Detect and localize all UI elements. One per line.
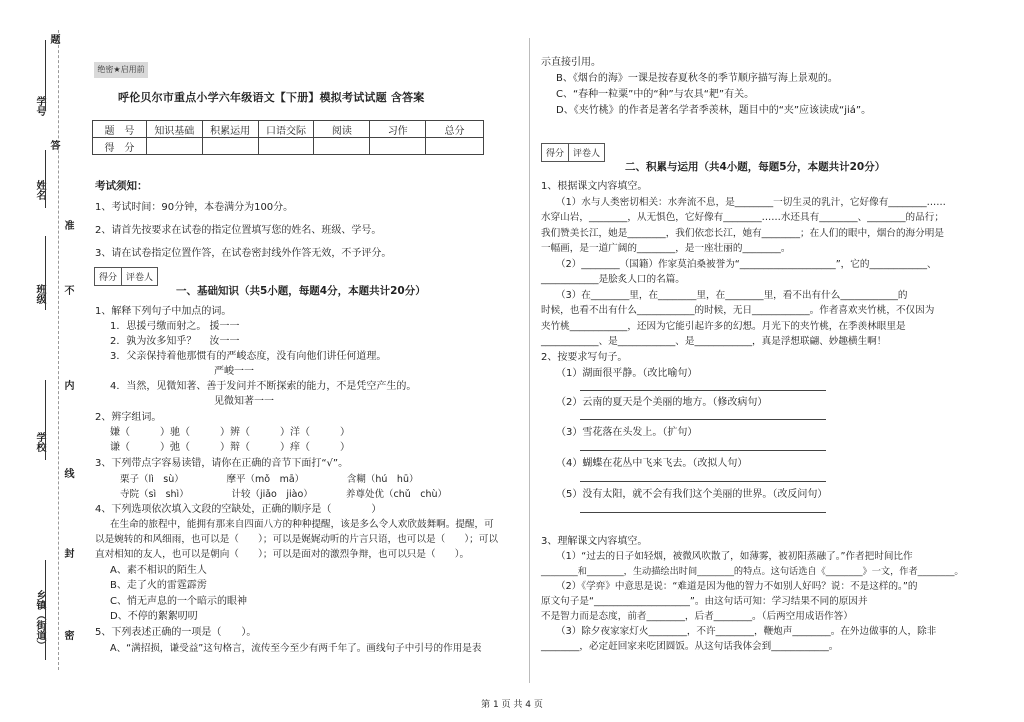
notice-item: 2、请首先按要求在试卷的指定位置填写您的姓名、班级、学号。 xyxy=(95,225,382,236)
table-cell[interactable] xyxy=(314,138,370,155)
table-cell[interactable] xyxy=(202,138,258,155)
question-line: ________和________，生动描绘出时间________的特点。这句话选自《________》一文，作者________。 xyxy=(541,566,964,577)
answer-line[interactable] xyxy=(580,419,826,420)
table-cell[interactable] xyxy=(258,138,314,155)
section2-heading: 二、积累与运用（共4小题，每题5分，本题共计20分） xyxy=(625,161,886,173)
question-line: （1）水与人类密切相关：水奔流不息，是________一切生灵的乳汁，它好像有________…… xyxy=(556,197,946,208)
binding-label: 准 xyxy=(62,220,73,230)
question-line: 3、下列带点字容易读错，请你在正确的音节下面打“√”。 xyxy=(95,458,349,469)
binding-label: 姓名 xyxy=(34,180,45,200)
notice-heading: 考试须知： xyxy=(95,180,148,192)
answer-line[interactable] xyxy=(580,450,826,451)
answer-line[interactable] xyxy=(580,390,826,391)
question-line: 谦（ ）弛（ ）辩（ ）痒（ ） xyxy=(110,442,350,453)
question-line: （2）《学弈》中意思是说：“难道是因为他的智力不如别人好吗？说：不是这样的。”的 xyxy=(556,581,918,592)
page-footer: 第 1 页 共 4 页 xyxy=(481,700,543,710)
question-line: 1、解释下列句子中加点的词。 xyxy=(95,306,232,317)
question-line: 4、下列选项依次填入文段的空缺处，正确的顺序是（ ） xyxy=(95,504,382,515)
question-line: 5、下列表述正确的一项是（ ）。 xyxy=(95,627,257,638)
fill-line xyxy=(45,560,46,660)
table-cell: 得 分 xyxy=(93,138,147,155)
question-line: 严峻一一 xyxy=(214,366,254,377)
question-line: 寺院（sì shì） 计较（jiǎo jiào） 养尊处优（chǔ chù） xyxy=(120,489,448,500)
table-cell: 口语交际 xyxy=(258,121,314,138)
table-row xyxy=(93,138,484,155)
binding-label: 答 xyxy=(48,140,59,150)
question-line: 2、按要求写句子。 xyxy=(541,352,628,363)
question-line: 4．当然，见微知著、善于发问并不断探索的能力，不是凭空产生的。 xyxy=(110,381,417,392)
notice-item: 3、请在试卷指定位置作答，在试卷密封线外作答无效，不予评分。 xyxy=(95,248,392,259)
question-line: 我们赞美长江，她是________，我们依恋长江，她有________；在人们的眼中，烟台的海分明是 xyxy=(541,228,944,239)
fill-line xyxy=(45,236,46,310)
grader-name-label: 评卷人 xyxy=(573,149,601,159)
question-line: 水穿山岩，________，从无惧色，它好像有________……水还具有________、________的品行； xyxy=(541,212,944,223)
question-line: 在生命的旅程中，能拥有那来自四面八方的种种提醒，该是多么令人欢欣鼓舞啊。提醒，可 xyxy=(110,519,494,530)
answer-line[interactable] xyxy=(580,512,826,513)
binding-label: 不 xyxy=(62,285,73,295)
table-row xyxy=(93,121,484,138)
question-line: 不是智力而是态度，前者________，后者________。（后两空用成语作答） xyxy=(541,611,853,622)
table-cell: 题 号 xyxy=(93,121,147,138)
question-line: （2）________（国籍）作家莫泊桑被誉为“____________________”，它的____________、 xyxy=(556,259,937,270)
question-line: （3）除夕夜家家灯火________，不许________，鞭炮声________。在外边做事的人，除非 xyxy=(556,626,937,637)
grader-box xyxy=(94,267,158,286)
table-cell: 习作 xyxy=(370,121,426,138)
question-line: ________，必定赶回家来吃团圆饭。从这句话我体会到____________。 xyxy=(541,641,839,652)
question-line: 示直接引用。 xyxy=(541,57,601,68)
score-table xyxy=(92,120,484,155)
option-line: A、素不相识的陌生人 xyxy=(110,565,207,576)
option-line: B、《烟台的海》一课是按春夏秋冬的季节顺序描写海上景观的。 xyxy=(556,73,838,84)
binding-label: 班级 xyxy=(34,284,45,304)
table-cell: 阅读 xyxy=(314,121,370,138)
question-line: 时候，也看不出有什么____________的时候，无日____________。作者喜欢夹竹桃，不仅因为 xyxy=(541,305,935,316)
fill-line xyxy=(45,150,46,208)
question-line: 原文句子是“____________________”。由这句话可知：学习结果不同的原因并 xyxy=(541,596,868,607)
table-cell: 知识基础 xyxy=(146,121,202,138)
question-line: 1、根据课文内容填空。 xyxy=(541,181,648,192)
question-line: （4）蝴蝶在花丛中飞来飞去。（改拟人句） xyxy=(556,458,748,469)
question-line: 夹竹桃____________，还因为它能引起许多的幻想。月光下的夹竹桃，在季羡林眼里是 xyxy=(541,321,906,332)
option-line: B、走了火的雷霆霹雳 xyxy=(110,580,207,591)
secret-badge: 绝密★启用前 xyxy=(94,62,148,78)
grader-score-label: 得分 xyxy=(542,144,569,161)
question-line: 见微知著一一 xyxy=(214,396,274,407)
question-line: 一幅画，是一道广阔的________，是一座壮丽的________。 xyxy=(541,243,791,254)
question-line: 栗子（lì sù） 摩平（mǒ mā） 含糊（hú hū） xyxy=(120,474,419,485)
option-line: A、“满招损，谦受益”这句格言，流传至今至少有两千年了。画线句子中引号的作用是表 xyxy=(110,643,482,654)
grader-name-label: 评卷人 xyxy=(126,273,154,283)
binding-label: 内 xyxy=(62,380,73,390)
seal-line xyxy=(58,30,59,670)
fill-line xyxy=(45,380,46,460)
binding-label: 乡镇（街道） xyxy=(34,590,45,650)
binding-label: 密 xyxy=(62,630,73,640)
column-divider xyxy=(529,38,530,683)
option-line: C、“春种一粒粟”中的“种”与农具“耙”有关。 xyxy=(556,89,755,100)
binding-label: 题 xyxy=(48,34,59,44)
question-line: （5）没有太阳，就不会有我们这个美丽的世界。（改反问句） xyxy=(556,489,828,500)
question-line: （2）云南的夏天是个美丽的地方。（修改病句） xyxy=(556,397,768,408)
option-line: D、《夹竹桃》的作者是著名学者季羡林，题目中的“夹”应该读成“jiá”。 xyxy=(556,105,872,116)
question-line: 2．孰为汝多知乎？ 汝一一 xyxy=(110,336,240,347)
binding-label: 学校 xyxy=(34,432,45,452)
question-line: 3．父亲保持着他那惯有的严峻态度，没有向他们讲任何道理。 xyxy=(110,351,387,362)
question-line: 2、辨字组词。 xyxy=(95,412,162,423)
question-line: 以是婉转的和风细雨，也可以是（ ）；可以是娓娓动听的片言只语，也可以是（ ）；可以 xyxy=(95,534,498,545)
question-line: （3）雪花落在头发上。（扩句） xyxy=(556,427,698,438)
option-line: D、不停的絮絮叨叨 xyxy=(110,611,198,622)
table-cell[interactable] xyxy=(370,138,426,155)
notice-item: 1、考试时间：90分钟，本卷满分为100分。 xyxy=(95,202,294,213)
question-line: 3、理解课文内容填空。 xyxy=(541,536,648,547)
grader-score-label: 得分 xyxy=(95,268,122,285)
table-cell[interactable] xyxy=(146,138,202,155)
option-line: C、悄无声息的一个暗示的眼神 xyxy=(110,596,247,607)
binding-label: 学号 xyxy=(34,96,45,116)
section1-heading: 一、基础知识（共5小题，每题4分，本题共计20分） xyxy=(176,285,426,297)
question-line: ____________、是____________、是____________，真是浮想联翩、妙趣横生啊！ xyxy=(541,336,887,347)
table-cell: 总分 xyxy=(426,121,484,138)
question-line: 直对相知的友人，也可以是朝向（ ）；可以是面对的激烈争辩，也可以只是（ ）。 xyxy=(95,549,470,560)
exam-title: 呼伦贝尔市重点小学六年级语文【下册】模拟考试试题 含答案 xyxy=(118,91,425,104)
grader-box xyxy=(541,143,605,162)
fill-line xyxy=(45,40,46,110)
table-cell: 积累运用 xyxy=(202,121,258,138)
answer-line[interactable] xyxy=(580,481,826,482)
question-line: 1．思援弓缴而射之。 援一一 xyxy=(110,321,240,332)
question-line: ____________是脍炙人口的名篇。 xyxy=(541,274,685,285)
binding-strip xyxy=(0,0,78,722)
binding-label: 线 xyxy=(62,468,73,478)
question-line: 嫌（ ）驰（ ）辨（ ）洋（ ） xyxy=(110,427,350,438)
question-line: （3）在________里，在________里，在________里，看不出有什么____________的 xyxy=(556,290,908,301)
binding-label: 封 xyxy=(62,548,73,558)
table-cell[interactable] xyxy=(426,138,484,155)
question-line: （1）湖面很平静。（改比喻句） xyxy=(556,368,698,379)
question-line: （1）“过去的日子如轻烟，被微风吹散了，如薄雾，被初阳蒸融了。”作者把时间比作 xyxy=(556,551,913,562)
